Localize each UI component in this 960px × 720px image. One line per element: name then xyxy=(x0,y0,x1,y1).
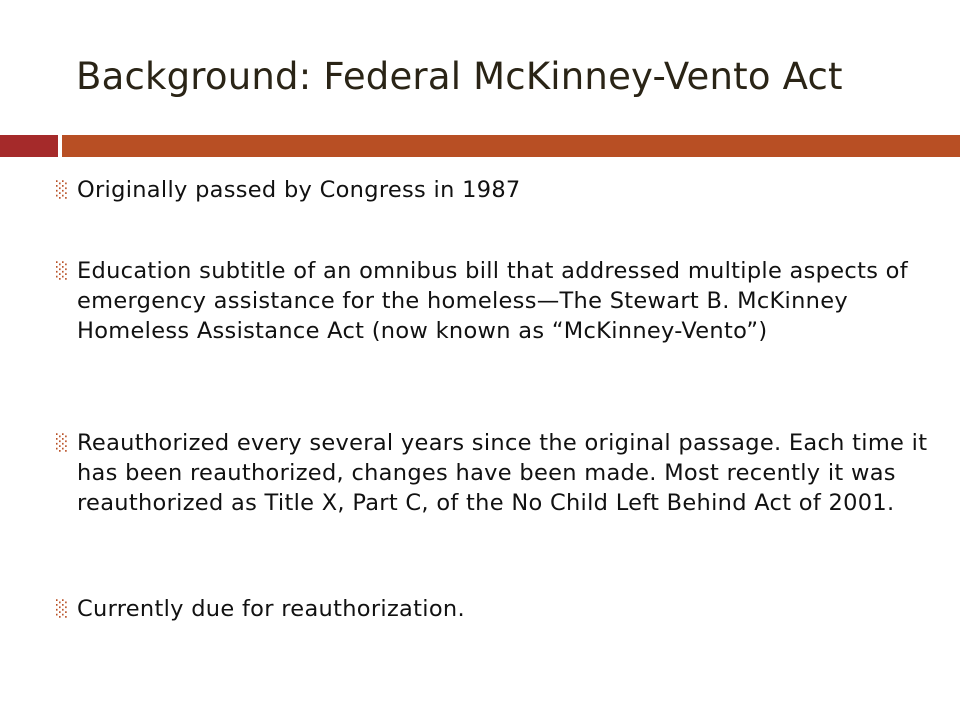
bullet-item xyxy=(56,256,936,346)
bullet-item xyxy=(56,428,936,518)
slide-title: Background: Federal McKinney-Vento Act xyxy=(76,55,843,98)
bullet-text: Originally passed by Congress in 1987 xyxy=(77,177,521,203)
bullet-text: Education subtitle of an omnibus bill that addressed multiple aspects of emergency assistance for the homeless—The Stewart B. McKinney Homeless Assistance Act (now known as “McKinney-Vento”) xyxy=(77,258,908,344)
bullet-item xyxy=(56,594,936,624)
square-bullet-icon: ░ xyxy=(56,180,69,199)
bullet-text: Reauthorized every several years since the original passage. Each time it has been reauthorized, changes have been made. Most recently it was reauthorized as Title X, Part C, of the No Child Left Behind Act of 2001. xyxy=(77,430,928,516)
square-bullet-icon: ░ xyxy=(56,433,69,452)
square-bullet-icon: ░ xyxy=(56,599,69,618)
bullet-item xyxy=(56,175,936,205)
square-bullet-icon: ░ xyxy=(56,261,69,280)
bullet-text: Currently due for reauthorization. xyxy=(77,596,465,622)
